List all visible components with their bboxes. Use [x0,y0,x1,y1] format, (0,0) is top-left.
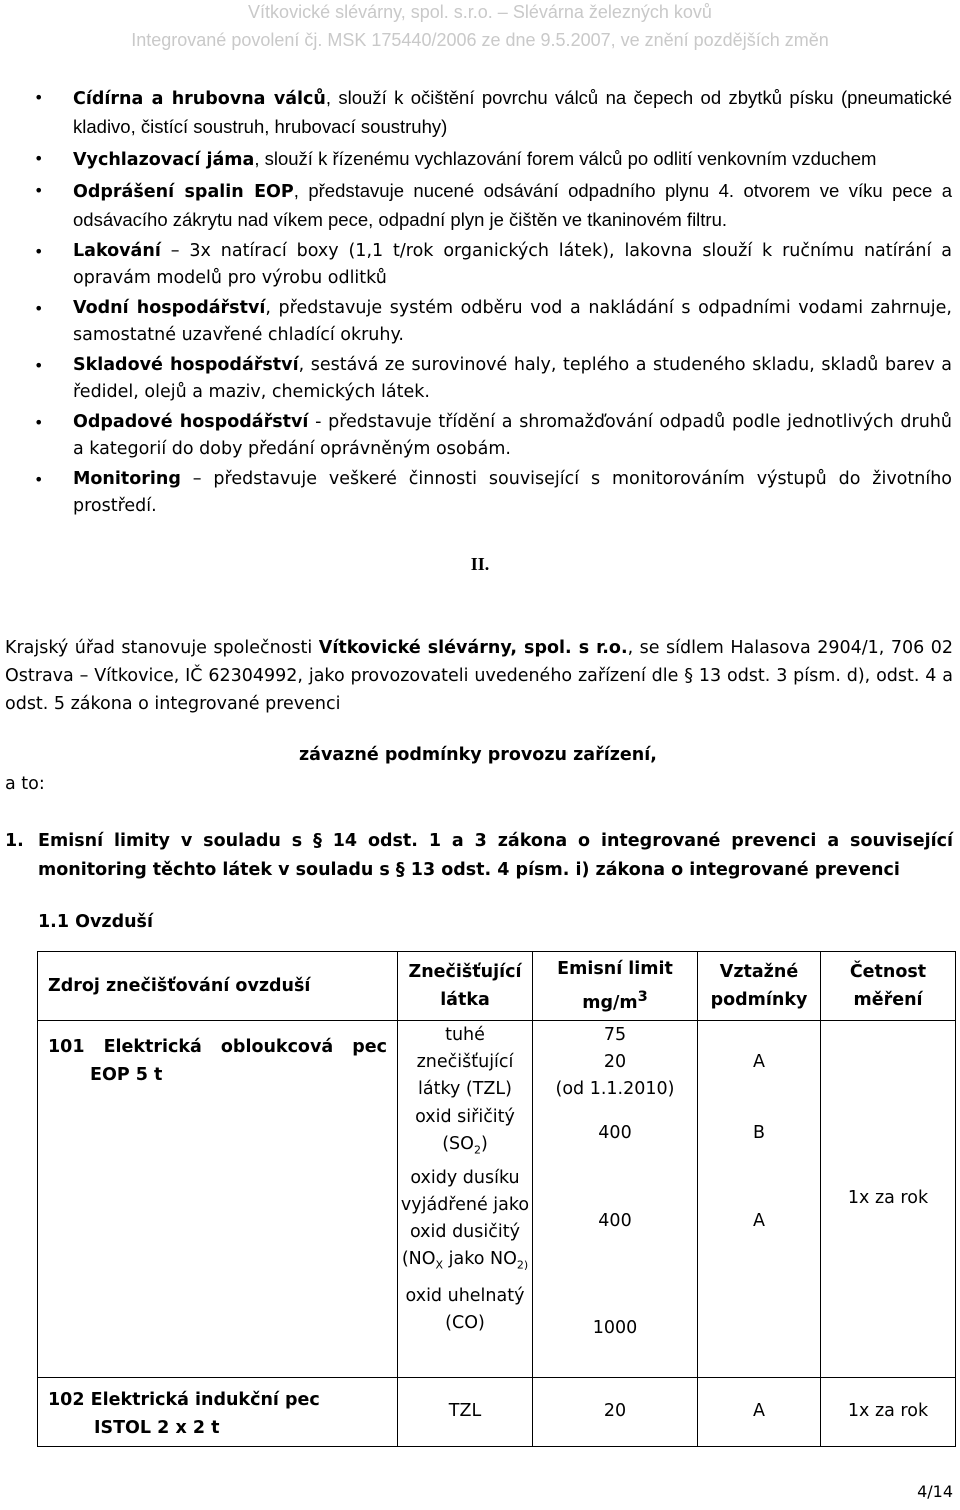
header-pollutant: Znečišťující látka [398,952,533,1021]
limit-tzl: 75 20 (od 1.1.2010) [533,1021,698,1105]
list-item: • Cídírna a hrubovna válců, slouží k očištění povrchu válců na čepech od zbytků písku (pneumatické kladivo, čistící soustruh, hrubovací soustruhy) [73,84,952,142]
facility-list [0,84,960,523]
table-row [38,1021,956,1105]
frequency-101: 1x za rok [821,1021,956,1378]
cond-so2: B [698,1104,821,1164]
decision-paragraph: Krajský úřad stanovuje společnosti Vítkovické slévárny, spol. s r.o., se sídlem Halasova 2904/1, 706 02 Ostrava – Vítkovice, IČ 62304992, jako provozovateli uvedeného zařízení dle § 13 odst. 3 písm. d), odst. 4 a odst. 5 zákona o integrované prevenci [5,638,954,714]
header-frequency: Četnost měření [821,952,956,1021]
cond-tzl: A [698,1021,821,1105]
section-1-1-heading: 1.1 Ovzduší [38,912,153,932]
table-row [38,1377,956,1446]
list-item: • Vychlazovací jáma, slouží k řízenému vychlazování forem válců po odlití venkovním vzduchem [73,145,952,174]
list-item: • Monitoring – představuje veškeré činnosti související s monitorováním výstupů do životního prostředí. [73,466,952,520]
pollutant-102: TZL [398,1377,533,1446]
source-101: 101 Elektrická obloukcová pec EOP 5 t [38,1021,398,1378]
header-limit: Emisní limit $mg/m^3$ [533,952,698,1021]
pollutant-nox: oxidy dusíku vyjádřené jako oxid dusičitý ($NO_X$ jako $NO_{2)}$ [398,1164,533,1280]
a-to-label: a to: [5,774,45,794]
source-102: 102 Elektrická indukční pec ISTOL 2 x 2 t [38,1377,398,1446]
cond-co [698,1280,821,1378]
limit-nox: 400 [533,1164,698,1280]
limit-102: 20 [533,1377,698,1446]
limit-so2: 400 [533,1104,698,1164]
conditions-title: závazné podmínky provozu zařízení, [299,745,657,765]
pollutant-so2: oxid siřičitý $(SO_2)$ [398,1104,533,1164]
list-item: • Vodní hospodářství, představuje systém odběru vod a nakládání s odpadními vodami zahrnuje, samostatné uzavřené chladící okruhy. [73,295,952,349]
frequency-102: 1x za rok [821,1377,956,1446]
list-item: • Odpadové hospodářství - představuje třídění a shromažďování odpadů podle jednotlivých druhů a kategorií do doby předání oprávněným osobám. [73,409,952,463]
limit-co: 1000 [533,1280,698,1378]
table-header-row [38,952,956,1021]
section-1-heading: 1. Emisní limity v souladu s § 14 odst. 1 a 3 zákona o integrované prevenci a související monitoring těchto látek v souladu s § 13 odst. 4 písm. i) zákona o integrované prevenci [5,831,953,880]
page-number: 4/14 [917,1482,953,1501]
list-item: • Lakování – 3x natírací boxy (1,1 t/rok organických látek), lakovna slouží k ručnímu natírání a opravám modelů pro výrobu odlitků [73,238,952,292]
header-conditions: Vztažné podmínky [698,952,821,1021]
company-name: Vítkovické slévárny, spol. s r.o. [318,638,628,658]
cond-102: A [698,1377,821,1446]
pollutant-co: oxid uhelnatý (CO) [398,1280,533,1378]
list-item: • Odprášení spalin EOP, představuje nucené odsávání odpadního plynu 4. otvorem ve víku pece a odsávacího zákrytu nad víkem pece, odpadní plyn je čištěn ve tkaninovém filtru. [73,177,952,235]
list-item: • Skladové hospodářství, sestává ze surovinové haly, teplého a studeného skladu, skladů barev a ředidel, olejů a maziv, chemických látek. [73,352,952,406]
pollutant-tzl: tuhé znečišťující látky (TZL) [398,1021,533,1105]
emission-limits-table [37,951,956,1447]
section-heading-roman: II. [470,554,490,574]
header-source: Zdroj znečišťování ovzduší [38,952,398,1021]
header-permit: Integrované povolení čj. MSK 175440/2006 ze dne 9.5.2007, ve znění pozdějších změn [131,30,829,50]
cond-nox: A [698,1164,821,1280]
header-company: Vítkovické slévárny, spol. s.r.o. – Slévárna železných kovů [248,2,712,22]
